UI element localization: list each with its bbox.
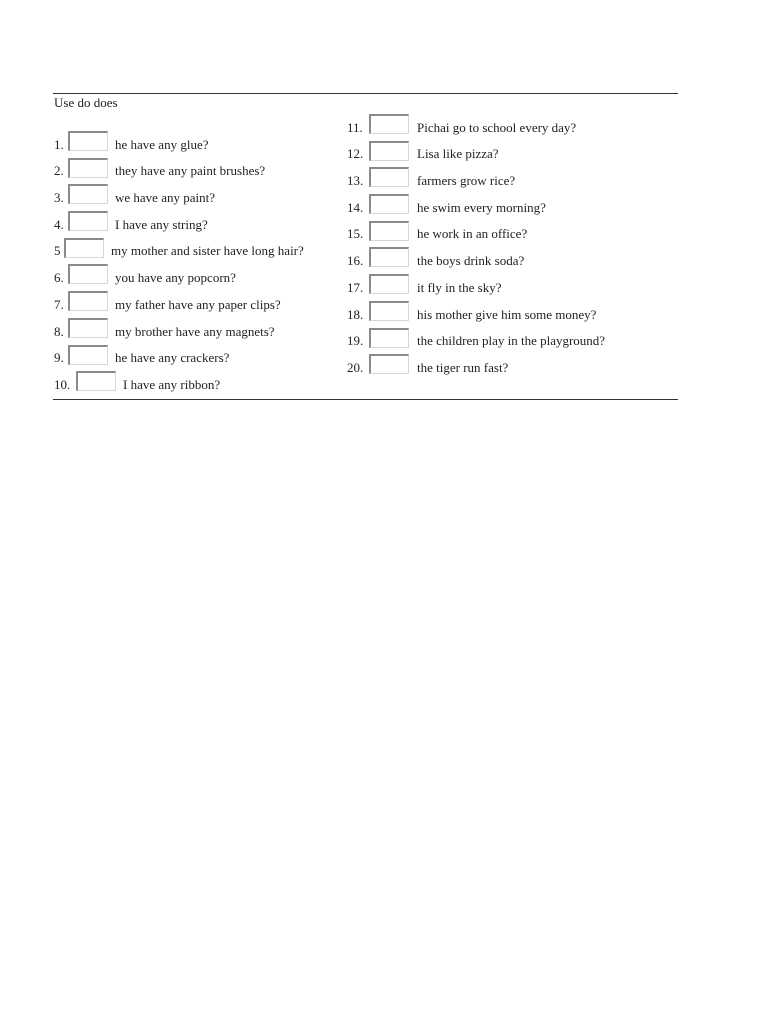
question-number: 4.: [54, 216, 64, 232]
question-number: 18.: [347, 306, 364, 322]
question-text: he work in an office?: [417, 226, 528, 242]
question-number: 10.: [54, 376, 71, 392]
question-text: my brother have any magnets?: [115, 323, 275, 339]
question-text: his mother give him some money?: [417, 306, 597, 322]
top-divider: [53, 93, 678, 94]
question-text: farmers grow rice?: [417, 173, 516, 189]
answer-box[interactable]: [369, 247, 409, 267]
question-number: 14.: [347, 199, 364, 215]
answer-box[interactable]: [369, 274, 409, 294]
answer-box[interactable]: [68, 318, 108, 338]
bottom-divider: [53, 399, 678, 400]
question-text: the children play in the playground?: [417, 333, 606, 349]
question-text: the tiger run fast?: [417, 359, 509, 375]
answer-box[interactable]: [68, 158, 108, 178]
question-text: we have any paint?: [115, 190, 215, 206]
question-number: 15.: [347, 226, 364, 242]
answer-box[interactable]: [369, 114, 409, 134]
instruction-text: Use do does: [54, 95, 118, 110]
answer-box[interactable]: [369, 167, 409, 187]
question-number: 8.: [54, 323, 64, 339]
question-text: my mother and sister have long hair?: [111, 243, 304, 259]
question-text: Lisa like pizza?: [417, 146, 499, 162]
question-number: 20.: [347, 359, 364, 375]
question-number: 13.: [347, 173, 364, 189]
question-number: 7.: [54, 296, 64, 312]
question-text: the boys drink soda?: [417, 253, 525, 269]
answer-box[interactable]: [369, 194, 409, 214]
question-number: 1.: [54, 136, 64, 152]
question-number: 11.: [347, 119, 363, 135]
answer-box[interactable]: [68, 131, 108, 151]
question-number: 6.: [54, 270, 64, 286]
answer-box[interactable]: [68, 264, 108, 284]
answer-box[interactable]: [76, 371, 116, 391]
question-text: I have any ribbon?: [123, 376, 221, 392]
answer-box[interactable]: [68, 345, 108, 365]
question-number: 9.: [54, 350, 64, 366]
question-text: it fly in the sky?: [417, 279, 502, 295]
answer-box[interactable]: [369, 221, 409, 241]
answer-box[interactable]: [64, 238, 104, 258]
answer-box[interactable]: [68, 184, 108, 204]
question-text: they have any paint brushes?: [115, 163, 266, 179]
answer-box[interactable]: [68, 291, 108, 311]
question-text: he have any crackers?: [115, 350, 230, 366]
question-number: 2.: [54, 163, 64, 179]
answer-box[interactable]: [369, 141, 409, 161]
question-text: he have any glue?: [115, 136, 209, 152]
question-number: 16.: [347, 253, 364, 269]
answer-box[interactable]: [369, 354, 409, 374]
question-number: 3.: [54, 190, 64, 206]
question-number: 17.: [347, 279, 364, 295]
question-text: Pichai go to school every day?: [417, 119, 577, 135]
question-number: 12.: [347, 146, 364, 162]
answer-box[interactable]: [68, 211, 108, 231]
question-text: you have any popcorn?: [115, 270, 236, 286]
question-number: 19.: [347, 333, 364, 349]
question-text: he swim every morning?: [417, 199, 546, 215]
answer-box[interactable]: [369, 301, 409, 321]
question-text: I have any string?: [115, 216, 208, 232]
question-text: my father have any paper clips?: [115, 296, 281, 312]
answer-box[interactable]: [369, 328, 409, 348]
question-number: 5: [54, 243, 61, 259]
